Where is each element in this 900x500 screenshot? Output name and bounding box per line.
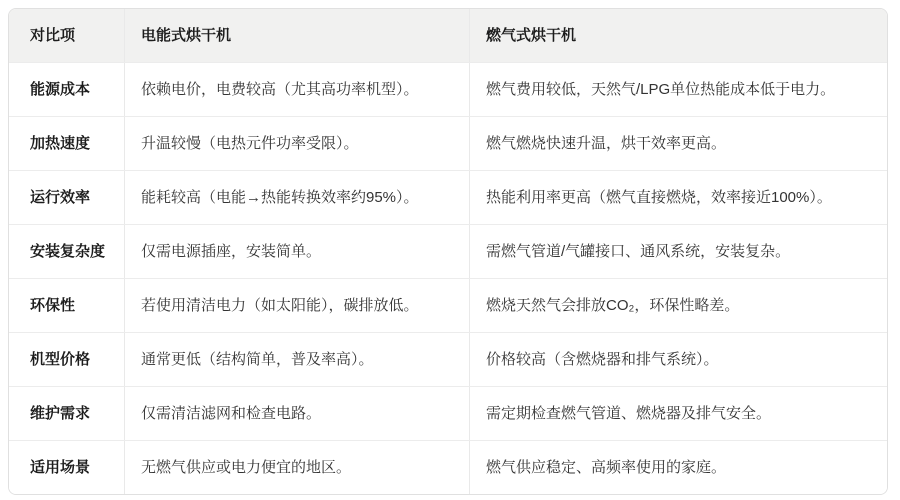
electric-cell: 能耗较高（电能→热能转换效率约95%）。 (124, 171, 469, 224)
comparison-table (8, 8, 888, 495)
table-row-installation (9, 224, 887, 278)
table-row-maintenance (9, 386, 887, 440)
gas-cell: 燃气费用较低，天然气/LPG单位热能成本低于电力。 (469, 63, 887, 116)
row-label-cell: 适用场景 (30, 458, 91, 476)
row-label-cell: 加热速度 (30, 134, 91, 152)
header-cell-gas: 燃气式烘干机 (469, 9, 887, 62)
table-row-eco-friendliness (9, 278, 887, 332)
table-row-price (9, 332, 887, 386)
row-label-cell: 能源成本 (30, 80, 91, 98)
electric-cell: 通常更低（结构简单，普及率高）。 (124, 333, 469, 386)
gas-cell: 燃气供应稳定、高频率使用的家庭。 (469, 441, 887, 494)
table-row-heating-speed (9, 116, 887, 170)
gas-cell: 热能利用率更高（燃气直接燃烧，效率接近100%）。 (469, 171, 887, 224)
gas-cell: 需定期检查燃气管道、燃烧器及排气安全。 (469, 387, 887, 440)
gas-cell: 需燃气管道/气罐接口、通风系统，安装复杂。 (469, 225, 887, 278)
gas-cell: 燃气燃烧快速升温，烘干效率更高。 (469, 117, 887, 170)
header-cell-electric: 电能式烘干机 (124, 9, 469, 62)
row-label-cell: 安装复杂度 (30, 242, 106, 260)
electric-cell: 无燃气供应或电力便宜的地区。 (124, 441, 469, 494)
table-row-use-case (9, 440, 887, 494)
electric-cell: 若使用清洁电力（如太阳能），碳排放低。 (124, 279, 469, 332)
gas-cell: 价格较高（含燃烧器和排气系统）。 (469, 333, 887, 386)
header-cell-criterion: 对比项 (30, 26, 76, 44)
row-label-cell: 运行效率 (30, 188, 91, 206)
electric-cell: 仅需电源插座，安装简单。 (124, 225, 469, 278)
electric-cell: 依赖电价，电费较高（尤其高功率机型）。 (124, 63, 469, 116)
electric-cell: 升温较慢（电热元件功率受限）。 (124, 117, 469, 170)
row-label-cell: 维护需求 (30, 404, 91, 422)
gas-cell: 燃烧天然气会排放CO₂，环保性略差。 (469, 279, 887, 332)
table-row-efficiency (9, 170, 887, 224)
table-row-energy-cost (9, 62, 887, 116)
row-label-cell: 环保性 (30, 296, 76, 314)
electric-cell: 仅需清洁滤网和检查电路。 (124, 387, 469, 440)
table-header-row (9, 9, 887, 62)
row-label-cell: 机型价格 (30, 350, 91, 368)
